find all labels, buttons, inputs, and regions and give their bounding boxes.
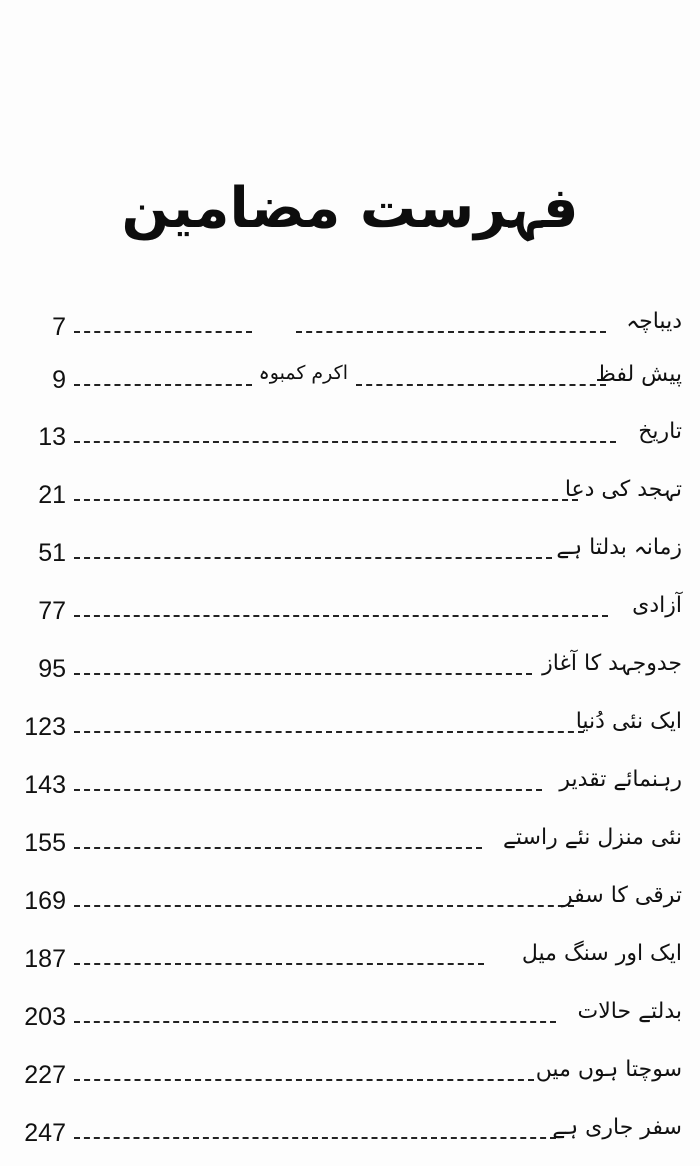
leader-dots	[74, 557, 552, 559]
leader-dots	[296, 331, 606, 333]
leader-dots	[74, 673, 532, 675]
toc-row	[0, 879, 700, 929]
toc-entry-title: رہنمائے تقدیر	[559, 767, 682, 792]
toc-page-number: 143	[24, 771, 66, 799]
toc-row	[0, 995, 700, 1045]
toc-page-number: 7	[52, 313, 66, 341]
leader-dots	[74, 331, 252, 333]
toc-row	[0, 647, 700, 697]
toc-entry-title: ترقی کا سفر	[562, 883, 682, 908]
toc-page-number: 9	[52, 366, 66, 394]
toc-entry-title: سوچتا ہوں میں	[535, 1057, 682, 1082]
toc-page-number: 187	[24, 945, 66, 973]
toc-row	[0, 305, 700, 355]
toc-entry-title: سفر جاری ہے	[552, 1115, 682, 1140]
leader-dots	[74, 963, 484, 965]
toc-entry-author: اکرم کمبوہ	[258, 362, 348, 384]
leader-dots	[74, 1021, 556, 1023]
toc-page-number: 247	[24, 1119, 66, 1147]
toc-page-number: 77	[38, 597, 66, 625]
toc-row	[0, 473, 700, 523]
toc-entry-title: ایک اور سنگ میل	[521, 941, 682, 966]
toc-page-number: 155	[24, 829, 66, 857]
leader-dots	[74, 731, 584, 733]
leader-dots	[74, 789, 542, 791]
toc-row	[0, 531, 700, 581]
toc-page-number: 13	[38, 423, 66, 451]
toc-entry-title: ایک نئی دُنیا	[575, 709, 682, 734]
toc-entry-title: جدوجہد کا آغاز	[542, 651, 682, 676]
toc-page-number: 203	[24, 1003, 66, 1031]
toc-row	[0, 589, 700, 639]
leader-dots	[74, 441, 616, 443]
leader-dots	[74, 499, 578, 501]
toc-row	[0, 937, 700, 987]
toc-row	[0, 1111, 700, 1161]
leader-dots	[74, 384, 252, 386]
toc-entry-title: بدلتے حالات	[577, 999, 682, 1024]
leader-dots	[74, 1079, 534, 1081]
toc-row	[0, 415, 700, 465]
page-title: فہرست مضامین	[121, 176, 579, 241]
toc-page-number: 95	[38, 655, 66, 683]
toc-entry-title: آزادی	[632, 593, 682, 618]
leader-dots	[74, 1137, 556, 1139]
toc-page-number: 227	[24, 1061, 66, 1089]
toc-row	[0, 763, 700, 813]
leader-dots	[356, 384, 606, 386]
leader-dots	[74, 847, 482, 849]
toc-entry-title: تاریخ	[638, 419, 682, 444]
toc-row	[0, 358, 700, 408]
toc-row	[0, 1053, 700, 1103]
toc-page-number: 21	[38, 481, 66, 509]
toc-entry-title: زمانہ بدلتا ہے	[556, 535, 682, 560]
toc-entry-title: تہجد کی دعا	[564, 477, 682, 502]
toc-page-number: 51	[38, 539, 66, 567]
toc-row	[0, 821, 700, 871]
toc-row	[0, 705, 700, 755]
leader-dots	[74, 615, 608, 617]
toc-entry-title: پیش لفظ	[595, 362, 682, 387]
toc-page-number: 169	[24, 887, 66, 915]
toc-entry-title: دیباچہ	[626, 309, 682, 334]
leader-dots	[74, 905, 574, 907]
toc-page-number: 123	[24, 713, 66, 741]
toc-entry-title: نئی منزل نئے راستے	[503, 825, 682, 850]
